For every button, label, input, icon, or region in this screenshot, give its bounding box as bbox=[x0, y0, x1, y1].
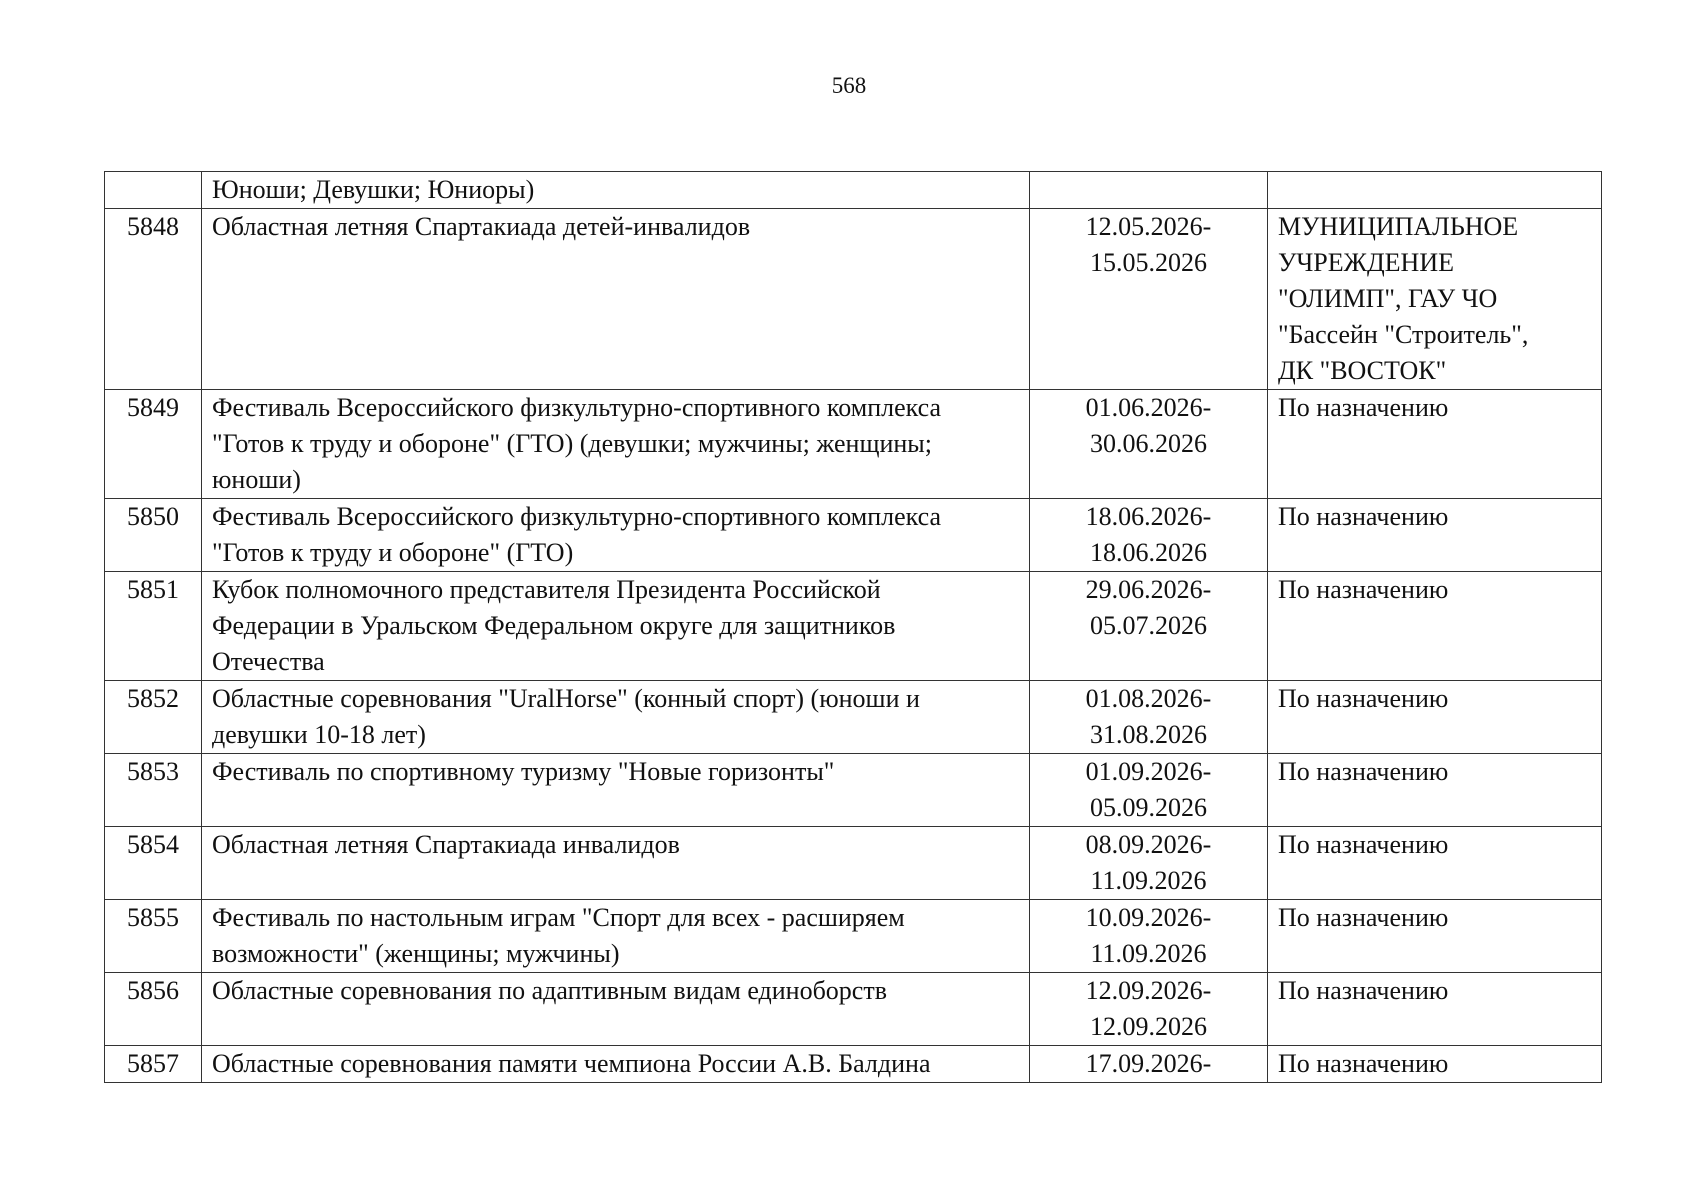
event-name-cell bbox=[202, 499, 1030, 572]
event-place-cell bbox=[1268, 754, 1602, 827]
table-row-continued bbox=[105, 172, 1602, 209]
row-number-cell bbox=[105, 900, 202, 973]
event-place-cell bbox=[1268, 572, 1602, 681]
event-name-cell bbox=[202, 390, 1030, 499]
event-name-line: Фестиваль по спортивному туризму "Новые горизонты" bbox=[212, 757, 835, 786]
event-place-cell bbox=[1268, 827, 1602, 900]
event-date-line: 15.05.2026 bbox=[1090, 248, 1207, 277]
event-name-line: Кубок полномочного представителя Президента Российской bbox=[212, 575, 881, 604]
event-name-cell bbox=[202, 572, 1030, 681]
row-number-cell bbox=[105, 209, 202, 390]
event-date-line: 08.09.2026- bbox=[1085, 830, 1212, 859]
event-place-cell bbox=[1268, 973, 1602, 1046]
event-date-cell bbox=[1030, 973, 1268, 1046]
row-number: 5851 bbox=[127, 575, 179, 604]
event-date-cell bbox=[1030, 172, 1268, 209]
row-number-cell bbox=[105, 754, 202, 827]
event-place-line: По назначению bbox=[1278, 393, 1449, 422]
event-name-cell bbox=[202, 827, 1030, 900]
event-date-cell bbox=[1030, 499, 1268, 572]
event-date-line: 01.08.2026- bbox=[1085, 684, 1212, 713]
event-place-line: По назначению bbox=[1278, 1049, 1449, 1078]
event-date-line: 12.09.2026- bbox=[1085, 976, 1212, 1005]
event-name-line: Фестиваль Всероссийского физкультурно-спортивного комплекса bbox=[212, 502, 942, 531]
event-place-cell bbox=[1268, 209, 1602, 390]
event-place-line: По назначению bbox=[1278, 575, 1449, 604]
event-place-line: ДК "ВОСТОК" bbox=[1278, 356, 1447, 385]
event-date-cell bbox=[1030, 681, 1268, 754]
event-name-line: Юноши; Девушки; Юниоры) bbox=[212, 175, 535, 204]
event-name-line: Областные соревнования по адаптивным видам единоборств bbox=[212, 976, 887, 1005]
events-table-body bbox=[105, 172, 1602, 1083]
event-date-line: 10.09.2026- bbox=[1085, 903, 1212, 932]
row-number-cell bbox=[105, 1046, 202, 1083]
row-number-cell bbox=[105, 973, 202, 1046]
event-date-cell bbox=[1030, 827, 1268, 900]
event-date-line: 17.09.2026- bbox=[1085, 1049, 1212, 1078]
event-date-line: 31.08.2026 bbox=[1090, 720, 1207, 749]
event-name-cell bbox=[202, 681, 1030, 754]
event-name-line: Фестиваль по настольным играм "Спорт для всех - расширяем bbox=[212, 903, 905, 932]
event-name-cell bbox=[202, 172, 1030, 209]
table-row bbox=[105, 681, 1602, 754]
row-number-cell bbox=[105, 827, 202, 900]
row-number-cell bbox=[105, 572, 202, 681]
events-table bbox=[104, 171, 1602, 1083]
table-row bbox=[105, 754, 1602, 827]
event-date-line: 01.09.2026- bbox=[1085, 757, 1212, 786]
event-name-cell bbox=[202, 209, 1030, 390]
table-row bbox=[105, 390, 1602, 499]
event-date-line: 11.09.2026 bbox=[1090, 939, 1207, 968]
event-date-line: 05.07.2026 bbox=[1090, 611, 1207, 640]
event-place-line: По назначению bbox=[1278, 976, 1449, 1005]
event-name-cell bbox=[202, 754, 1030, 827]
event-place-line: По назначению bbox=[1278, 684, 1449, 713]
event-date-cell bbox=[1030, 209, 1268, 390]
event-name-cell bbox=[202, 1046, 1030, 1083]
event-place-line: По назначению bbox=[1278, 757, 1449, 786]
event-name-line: Областная летняя Спартакиада детей-инвалидов bbox=[212, 212, 751, 241]
event-place-line: По назначению bbox=[1278, 502, 1449, 531]
event-date-cell bbox=[1030, 900, 1268, 973]
event-place-line: МУНИЦИПАЛЬНОЕ bbox=[1278, 212, 1519, 241]
event-name-line: "Готов к труду и обороне" (ГТО) (девушки; мужчины; женщины; bbox=[212, 429, 932, 458]
table-row bbox=[105, 209, 1602, 390]
event-name-line: Областная летняя Спартакиада инвалидов bbox=[212, 830, 680, 859]
event-name-line: юноши) bbox=[212, 465, 301, 494]
row-number: 5856 bbox=[127, 976, 179, 1005]
row-number: 5855 bbox=[127, 903, 179, 932]
event-date-line: 12.05.2026- bbox=[1085, 212, 1212, 241]
row-number: 5848 bbox=[127, 212, 179, 241]
event-date-cell bbox=[1030, 390, 1268, 499]
event-date-line: 01.06.2026- bbox=[1085, 393, 1212, 422]
event-place-cell bbox=[1268, 390, 1602, 499]
event-place-cell bbox=[1268, 499, 1602, 572]
event-date-cell bbox=[1030, 754, 1268, 827]
row-number: 5852 bbox=[127, 684, 179, 713]
table-row bbox=[105, 1046, 1602, 1083]
row-number: 5849 bbox=[127, 393, 179, 422]
event-place-line: По назначению bbox=[1278, 903, 1449, 932]
page-number: 568 bbox=[831, 73, 867, 98]
event-name-line: Отечества bbox=[212, 647, 325, 676]
event-place-cell bbox=[1268, 1046, 1602, 1083]
row-number-cell bbox=[105, 499, 202, 572]
event-name-cell bbox=[202, 900, 1030, 973]
table-row bbox=[105, 827, 1602, 900]
table-row bbox=[105, 499, 1602, 572]
event-place-cell bbox=[1268, 900, 1602, 973]
event-date-line: 12.09.2026 bbox=[1090, 1012, 1207, 1041]
event-date-cell bbox=[1030, 1046, 1268, 1083]
table-row bbox=[105, 973, 1602, 1046]
event-date-line: 05.09.2026 bbox=[1090, 793, 1207, 822]
event-name-line: Федерации в Уральском Федеральном округе для защитников bbox=[212, 611, 896, 640]
event-date-line: 18.06.2026 bbox=[1090, 538, 1207, 567]
event-place-cell bbox=[1268, 681, 1602, 754]
event-name-line: возможности" (женщины; мужчины) bbox=[212, 939, 620, 968]
table-row bbox=[105, 572, 1602, 681]
event-name-line: Областные соревнования памяти чемпиона России А.В. Балдина bbox=[212, 1049, 931, 1078]
row-number: 5850 bbox=[127, 502, 179, 531]
event-date-cell bbox=[1030, 572, 1268, 681]
event-date-line: 30.06.2026 bbox=[1090, 429, 1207, 458]
table-row bbox=[105, 900, 1602, 973]
row-number-cell bbox=[105, 390, 202, 499]
event-date-line: 11.09.2026 bbox=[1090, 866, 1207, 895]
event-name-line: Фестиваль Всероссийского физкультурно-спортивного комплекса bbox=[212, 393, 942, 422]
event-date-line: 29.06.2026- bbox=[1085, 575, 1212, 604]
row-number: 5857 bbox=[127, 1049, 179, 1078]
event-place-line: По назначению bbox=[1278, 830, 1449, 859]
event-name-line: Областные соревнования "UralHorse" (конный спорт) (юноши и bbox=[212, 684, 920, 713]
row-number-cell bbox=[105, 681, 202, 754]
event-place-line: "Бассейн "Строитель", bbox=[1278, 320, 1529, 349]
event-date-line: 18.06.2026- bbox=[1085, 502, 1212, 531]
row-number: 5854 bbox=[127, 830, 179, 859]
event-name-cell bbox=[202, 973, 1030, 1046]
row-number-cell bbox=[105, 172, 202, 209]
event-place-line: УЧРЕЖДЕНИЕ bbox=[1278, 248, 1454, 277]
event-place-line: "ОЛИМП", ГАУ ЧО bbox=[1278, 284, 1498, 313]
event-place-cell bbox=[1268, 172, 1602, 209]
row-number: 5853 bbox=[127, 757, 179, 786]
event-name-line: "Готов к труду и обороне" (ГТО) bbox=[212, 538, 574, 567]
event-name-line: девушки 10-18 лет) bbox=[212, 720, 426, 749]
